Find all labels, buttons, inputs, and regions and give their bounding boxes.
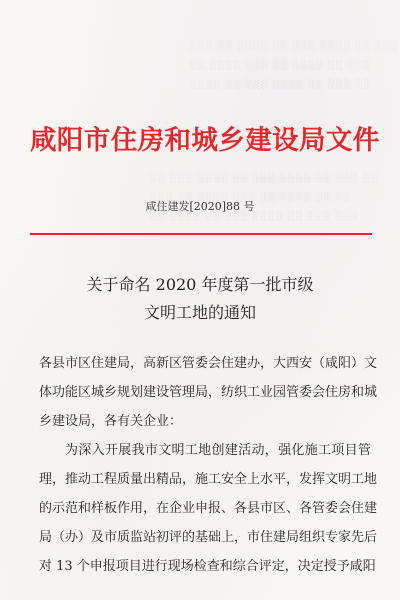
notice-title-line-2: 文明工地的通知	[143, 303, 256, 322]
bleed-through-texture: ░░░ ░░ ░░░░ ░░ ░░░ ░░░░ ░░ ░░░ ░░ ░░░░ ░░░ ░░ ░░░░ ░░ ░░░ ░░░░ ░░ ░░░ ░░░░ ░░ ░░░ ░░	[190, 42, 400, 90]
paragraph-line: 为深入开展我市文明工地创建活动，强化施工项目管	[65, 443, 371, 458]
paragraph-line: 对 13 个申报项目进行现场检查和综合评定，决定授予咸阳	[39, 559, 376, 574]
addressee-line: 体功能区城乡规划建设管理局，纺织工业园管委会住房和城	[39, 385, 378, 400]
paragraph-line: 局（办）及市质监站初评的基础上，市住建局组织专家先后	[39, 530, 378, 545]
addressee-block	[39, 349, 378, 436]
paragraph-line: 的示范和样板作用，在企业申报、各县市区、各管委会住建	[39, 501, 378, 516]
addressee-line: 各县市区住建局，高新区管委会住建办，大西安（咸阳）文	[39, 356, 378, 371]
notice-title-line-1: 关于命名 2020 年度第一批市级	[86, 275, 314, 294]
body-paragraph	[39, 436, 378, 581]
document-number: 咸住建发[2020]88 号	[145, 200, 255, 213]
addressee-line: 乡建设局，各有关企业：	[39, 414, 183, 429]
document-header-title: 咸阳市住房和城乡建设局文件	[30, 125, 380, 156]
paragraph-line: 理，推动工程质量出精品，施工安全上水平，发挥文明工地	[39, 472, 378, 487]
red-divider-line	[30, 233, 372, 235]
bleed-through-texture-lower: ░░ ░░░ ░░░░ ░░ ░░░ ░░░░ ░░ ░░░ ░░ ░░░ ░░ ░░░░ ░░░ ░░ ░░░░ ░░ ░░ ░░ ░░░░ ░░ ░░░ ░░░░ ░░ ░░░ ░░░	[150, 174, 379, 222]
